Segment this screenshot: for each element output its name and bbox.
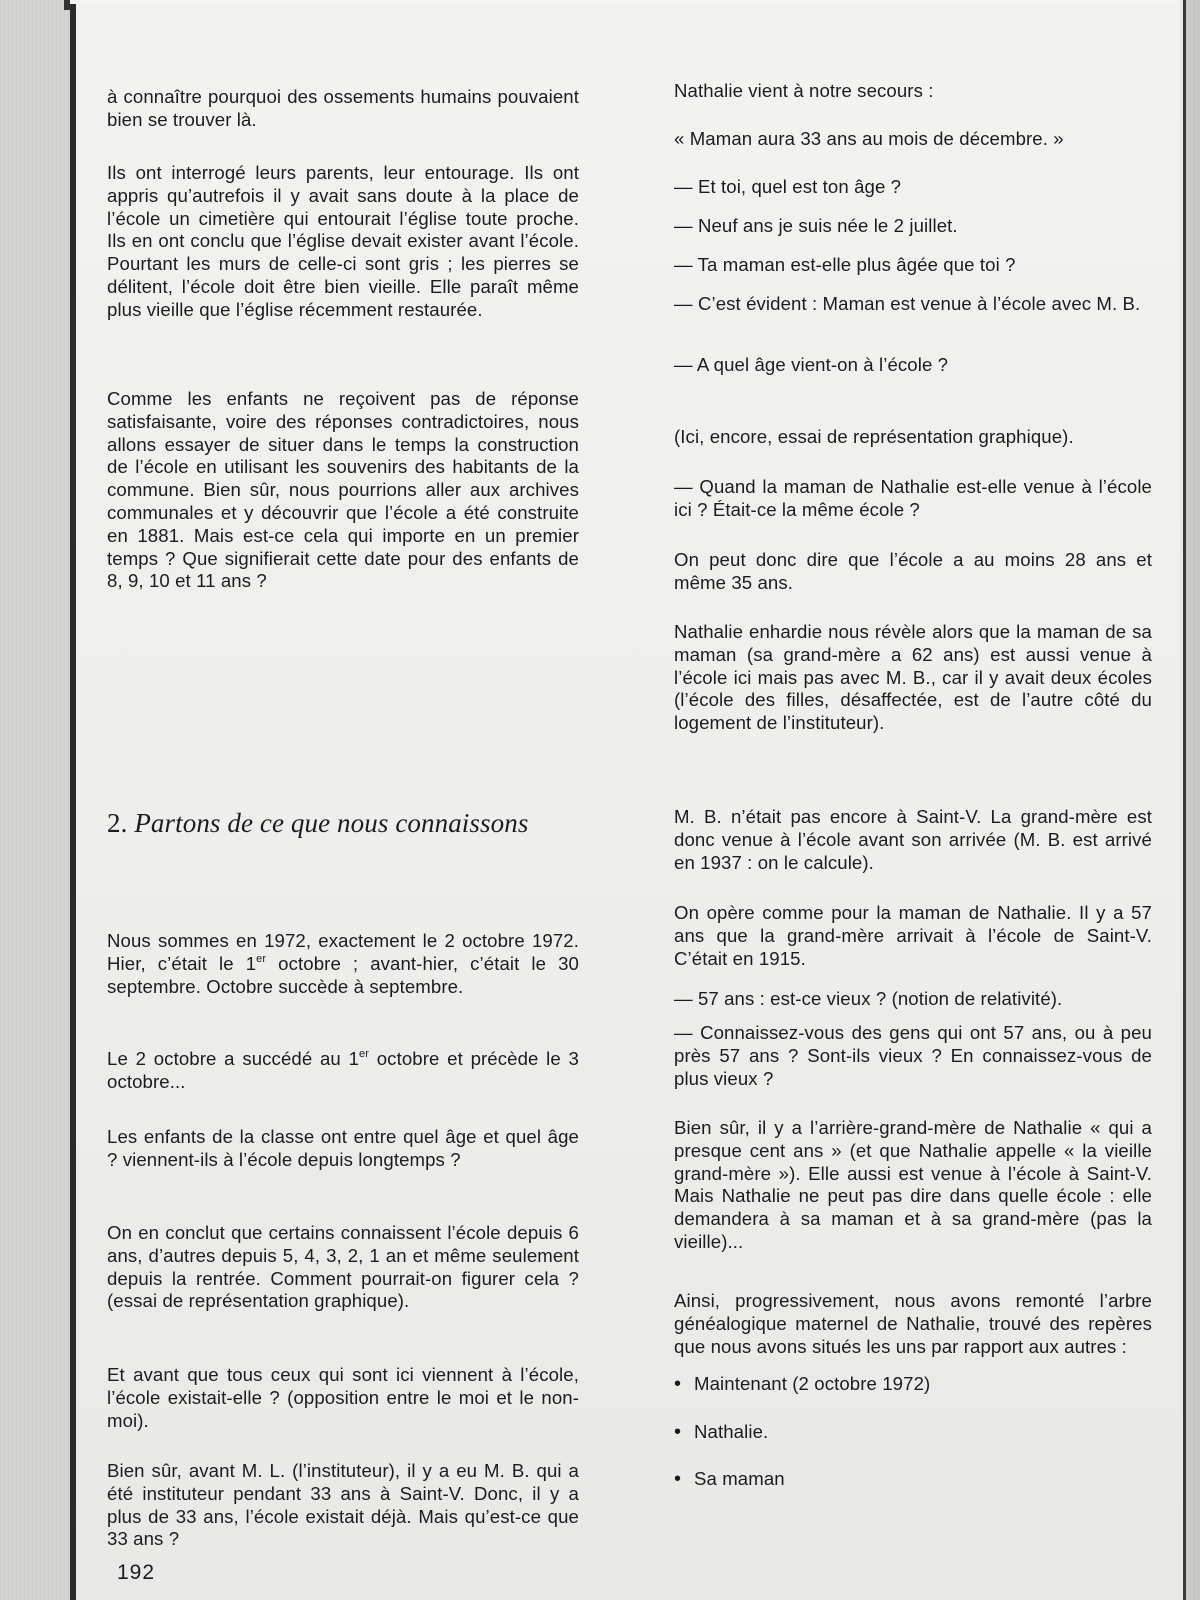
bullet-item: • Maintenant (2 octobre 1972) — [674, 1373, 1152, 1396]
paragraph: On opère comme pour la maman de Nathalie. Il y a 57 ans que la grand-mère arrivait à l’école de Saint-V. C’était en 1915. — [674, 902, 1152, 969]
bullet-item: • Nathalie. — [674, 1421, 1152, 1444]
dialogue-line: — C’est évident : Maman est venue à l’école avec M. B. — [674, 293, 1141, 314]
paragraph: Nous sommes en 1972, exactement le 2 octobre 1972. Hier, c’était le 1er octobre ; avant-hier, c’était le 30 septembre. Octobre succède à septembre. — [107, 930, 579, 997]
paragraph: M. B. n’était pas encore à Saint-V. La grand-mère est donc venue à l’école avant son arrivée (M. B. est arrivé en 1937 : on le calcule). — [674, 806, 1152, 873]
paragraph: Le 2 octobre a succédé au 1er octobre et précède le 3 octobre... — [107, 1048, 579, 1092]
paragraph: Nathalie vient à notre secours : — [674, 80, 934, 101]
paragraph: Comme les enfants ne reçoivent pas de réponse satisfaisante, voire des réponses contradictoires, nous allons essayer de situer dans le temps la construction de l’école en utilisant les souvenirs des habitants de la commune. Bien sûr, nous pourrions aller aux archives communales et y découvrir que l’école a été construite en 1881. Mais est-ce cela qui importe en un premier temps ? Que signifierait cette date pour des enfants de 8, 9, 10 et 11 ans ? — [107, 388, 579, 592]
dialogue-line: — Connaissez-vous des gens qui ont 57 ans, ou à peu près 57 ans ? Sont-ils vieux ? En connaissez-vous de plus vieux ? — [674, 1022, 1152, 1089]
bullet-item: • Sa maman — [674, 1468, 1152, 1491]
paragraph: Les enfants de la classe ont entre quel âge et quel âge ? viennent-ils à l’école depuis longtemps ? — [107, 1126, 579, 1170]
quote: « Maman aura 33 ans au mois de décembre. » — [674, 128, 1064, 149]
paragraph: Nathalie enhardie nous révèle alors que la maman de sa maman (sa grand-mère a 62 ans) est aussi venue à l’école ici mais pas avec M. B., car il y avait deux écoles (l’école des filles, désaffectée, est de l’autre côté du logement de l’instituteur). — [674, 621, 1152, 734]
section-title: Partons de ce que nous connaissons — [134, 808, 529, 838]
section-heading — [107, 806, 579, 840]
dialogue-line: — 57 ans : est-ce vieux ? (notion de relativité). — [674, 988, 1063, 1009]
dialogue-line: — A quel âge vient-on à l’école ? — [674, 354, 949, 375]
page-right-edge — [1183, 0, 1200, 1600]
paragraph: (Ici, encore, essai de représentation graphique). — [674, 426, 1074, 447]
page-number: 192 — [117, 1561, 156, 1584]
paragraph: Ainsi, progressivement, nous avons remonté l’arbre généalogique maternel de Nathalie, trouvé des repères que nous avons situés les uns par rapport aux autres : — [674, 1290, 1152, 1357]
dialogue-line: — Neuf ans je suis née le 2 juillet. — [674, 215, 958, 236]
paragraph: On en conclut que certains connaissent l’école depuis 6 ans, d’autres depuis 5, 4, 3, 2, 1 an et même seulement depuis la rentrée. Comment pourrait-on figurer cela ? (essai de représentation graphique). — [107, 1222, 579, 1312]
section-number: 2. — [107, 808, 128, 838]
dialogue-line: — Et toi, quel est ton âge ? — [674, 176, 902, 197]
paragraph: à connaître pourquoi des ossements humains pouvaient bien se trouver là. — [107, 86, 579, 130]
dialogue-line: — Quand la maman de Nathalie est-elle venue à l’école ici ? Était-ce la même école ? — [674, 476, 1152, 520]
paragraph: Et avant que tous ceux qui sont ici viennent à l’école, l’école existait-elle ? (opposition entre le moi et le non-moi). — [107, 1364, 579, 1431]
paragraph: Bien sûr, avant M. L. (l’instituteur), il y a eu M. B. qui a été instituteur pendant 33 ans à Saint-V. Donc, il y a plus de 33 ans, l’école existait déjà. Mais qu’est-ce que 33 ans ? — [107, 1460, 579, 1550]
paragraph: Ils ont interrogé leurs parents, leur entourage. Ils ont appris qu’autrefois il y avait sans doute à la place de l’école un cimetière qui entourait l’église toute proche. Ils en ont conclu que l’église devait exister avant l’école. Pourtant les murs de celle-ci sont gris ; les pierres se délitent, l’école doit être bien vieille. Elle paraît même plus vieille que l’église récemment restaurée. — [107, 162, 579, 320]
page-left-edge — [0, 0, 70, 1600]
paragraph: On peut donc dire que l’école a au moins 28 ans et même 35 ans. — [674, 549, 1152, 593]
dialogue-line: — Ta maman est-elle plus âgée que toi ? — [674, 254, 1016, 275]
paragraph: Bien sûr, il y a l’arrière-grand-mère de Nathalie « qui a presque cent ans » (et que Nathalie appelle « la vieille grand-mère »). Elle aussi est venue à l’école à Saint-V. Mais Nathalie ne peut pas dire dans quelle école : elle demandera à sa maman et à sa grand-mère (pas la vieille)... — [674, 1117, 1152, 1252]
